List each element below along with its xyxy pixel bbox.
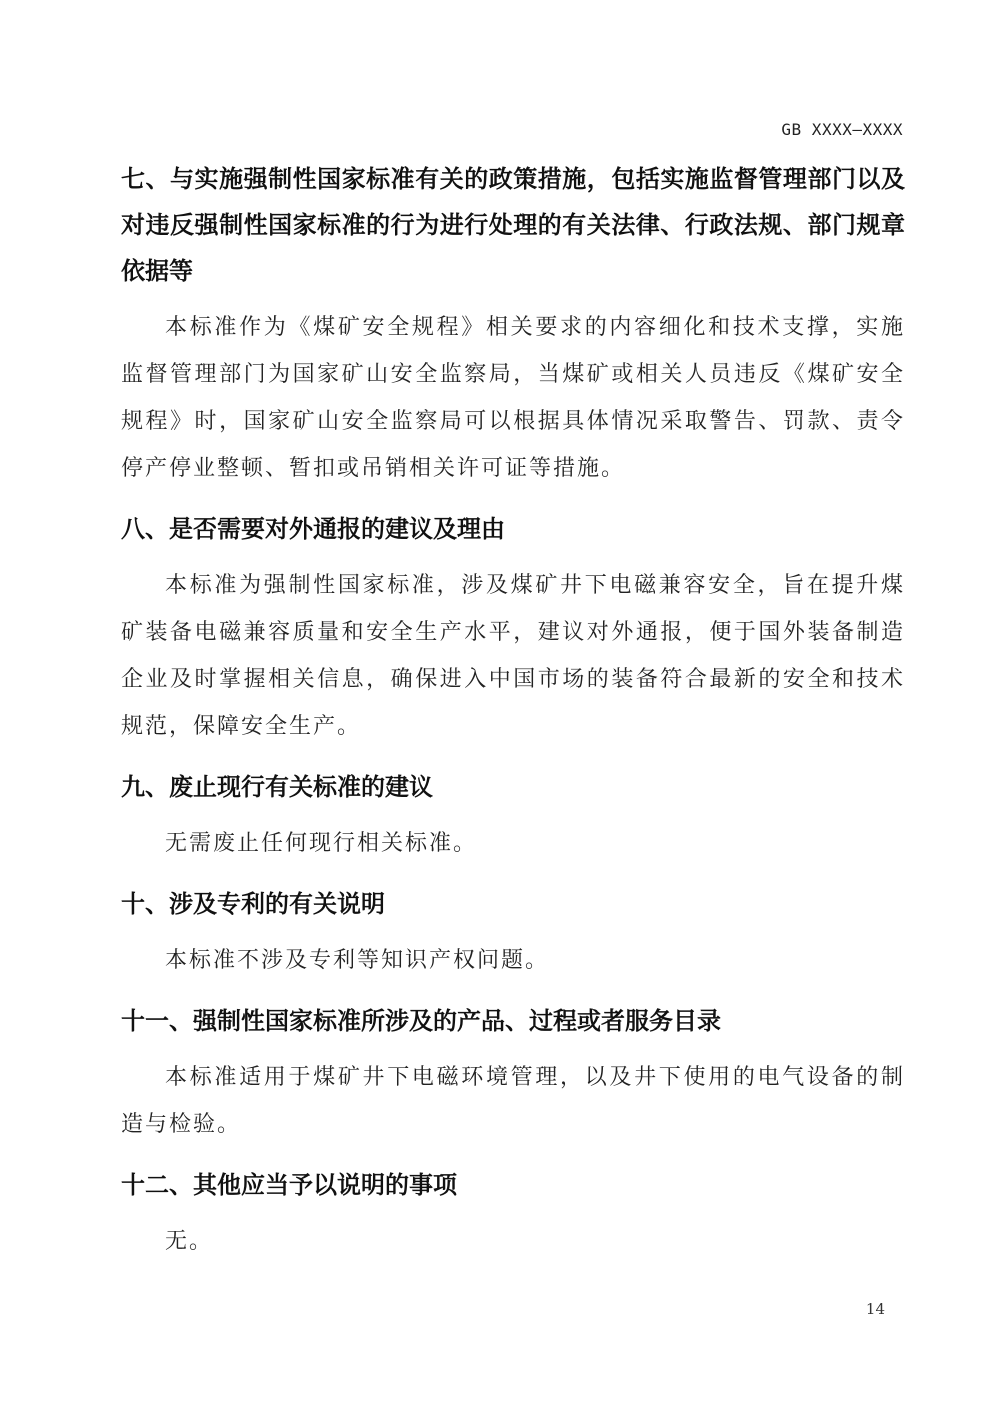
section-heading-12: 十二、其他应当予以说明的事项: [121, 1171, 457, 1199]
section-body-11: 本标准适用于煤矿井下电磁环境管理，以及井下使用的电气设备的制造与检验。: [121, 1065, 905, 1137]
section-body-7: 本标准作为《煤矿安全规程》相关要求的内容细化和技术支撑，实施监督管理部门为国家矿山安全监察局，当煤矿或相关人员违反《煤矿安全规程》时，国家矿山安全监察局可以根据具体情况采取警告、罚款、责令停产停业整顿、暂扣或吊销相关许可证等措施。: [121, 315, 905, 481]
section-heading-7: 七、与实施强制性国家标准有关的政策措施，包括实施监督管理部门以及对违反强制性国家标准的行为进行处理的有关法律、行政法规、部门规章依据等: [121, 165, 905, 285]
document-body: [121, 156, 905, 1279]
section-heading-10: 十、涉及专利的有关说明: [121, 890, 385, 918]
section-body-10: 本标准不涉及专利等知识产权问题。: [165, 948, 550, 973]
section-heading-8: 八、是否需要对外通报的建议及理由: [121, 515, 505, 543]
section-heading-9: 九、废止现行有关标准的建议: [121, 773, 433, 801]
section-body-9: 无需废止任何现行相关标准。: [165, 831, 478, 856]
section-body-8: 本标准为强制性国家标准，涉及煤矿井下电磁兼容安全，旨在提升煤矿装备电磁兼容质量和安全生产水平，建议对外通报，便于国外装备制造企业及时掌握相关信息，确保进入中国市场的装备符合最新的安全和技术规范，保障安全生产。: [121, 573, 905, 739]
standard-code-header: GB XXXX—XXXX: [781, 120, 903, 139]
section-body-12: 无。: [165, 1229, 214, 1254]
section-heading-11: 十一、强制性国家标准所涉及的产品、过程或者服务目录: [121, 1007, 721, 1035]
page-number: 14: [865, 1300, 885, 1318]
